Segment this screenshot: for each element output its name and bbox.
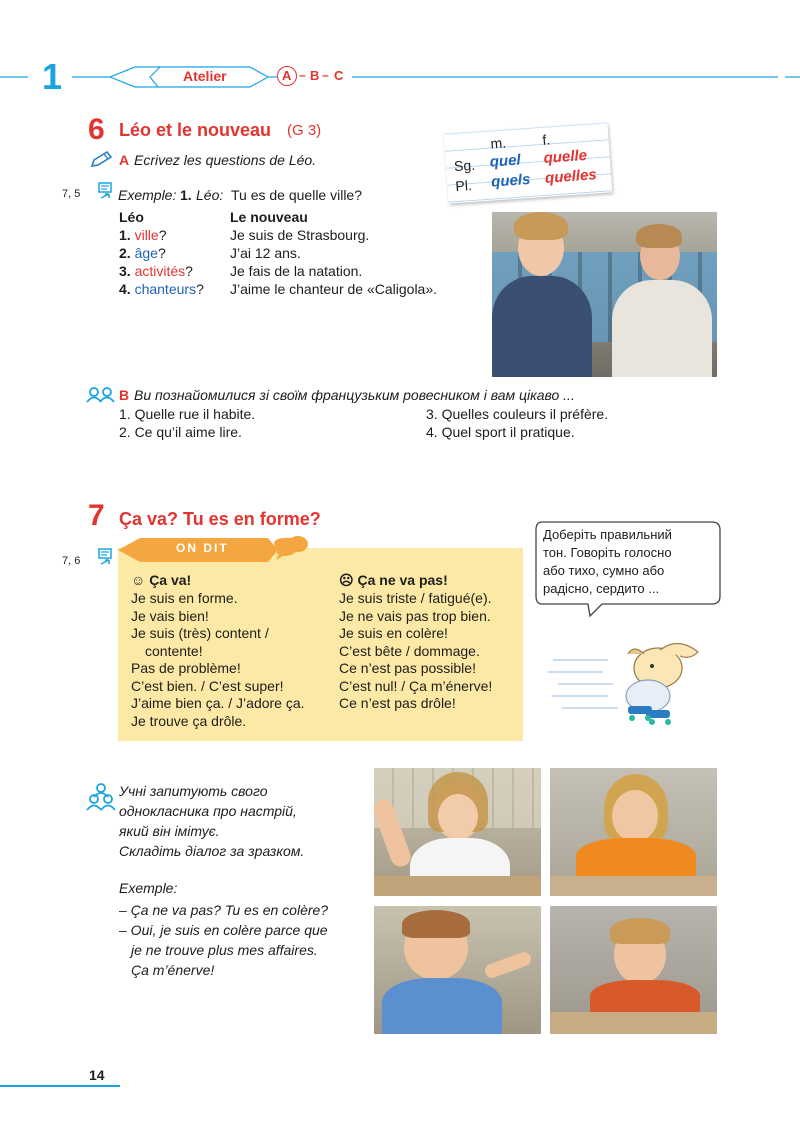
singular-label: Sg. (453, 156, 476, 175)
on-dit-label: ON DIT (176, 541, 229, 555)
question-word: ville (134, 227, 159, 243)
row-number: 2. (119, 245, 131, 261)
instruction-line: Учні запитують свого (119, 783, 268, 799)
instruction-line: Складіть діалог за зразком. (119, 843, 305, 859)
answer-text: J’aime le chanteur de «Caligola». (230, 281, 438, 297)
answer-text: Je fais de la natation. (230, 263, 363, 279)
form-quels: quels (490, 170, 531, 191)
question-word: chanteurs (134, 281, 197, 297)
row-number: 1. (119, 227, 131, 243)
phrase: Je suis triste / fatigué(e). (339, 590, 492, 606)
list-item: 4. Quel sport il pratique. (426, 424, 575, 440)
table-row (119, 227, 167, 243)
question-mark: ? (157, 245, 166, 261)
bad-phrases (339, 590, 492, 713)
photo-two-boys (492, 212, 717, 377)
photo-bored-girl (550, 768, 717, 896)
table-row (119, 245, 166, 261)
grammar-ref: (G 3) (287, 122, 322, 139)
group-work-icon (86, 783, 116, 811)
row-number: 3. (119, 263, 131, 279)
pencil-icon (90, 150, 114, 170)
answer-text: Je suis de Strasbourg. (230, 227, 370, 243)
phrase: Ce n’est pas drôle! (339, 695, 456, 711)
pair-instruction (119, 781, 304, 861)
bubble-line: Доберіть правильний (543, 527, 672, 542)
bubble-text (543, 526, 672, 598)
unit-number: 1 (42, 56, 63, 97)
row-number: 4. (119, 281, 131, 297)
phrase: C’est nul! / Ça m’énerve! (339, 677, 493, 694)
exercise-7-title: Ça va? Tu es en forme? (119, 509, 321, 529)
footer-line (0, 1085, 120, 1087)
bubble-line: тон. Говоріть голосно (543, 545, 672, 560)
bad-header-text: Ça ne va pas! (357, 572, 448, 588)
audio-track-ref: 7, 5 (62, 188, 81, 200)
phrase: J’aime bien ça. / J’adore ça. (131, 695, 305, 711)
mascot-dog-skating (548, 630, 718, 725)
step-c: C (334, 68, 344, 83)
photo-laughing-boy (374, 906, 541, 1034)
audio-icon[interactable] (97, 548, 115, 566)
phrase: Je vais bien! (131, 607, 209, 624)
photo-sleepy-boy (550, 906, 717, 1034)
plural-label: Pl. (454, 176, 473, 195)
part-b-letter: B (119, 387, 130, 403)
part-a-letter: A (119, 152, 130, 168)
form-quelle: quelle (543, 146, 588, 167)
list-item: 3. Quelles couleurs il préfère. (426, 406, 609, 422)
table-row (119, 281, 204, 297)
dialog-line: – Ça ne va pas? Tu es en colère? (119, 902, 329, 918)
header-lines (0, 55, 800, 95)
audio-icon[interactable] (97, 182, 115, 200)
col-header-nouveau: Le nouveau (230, 209, 308, 225)
phrase: C’est bête / dommage. (339, 642, 480, 659)
answer-text: J’ai 12 ans. (230, 245, 301, 261)
part-a-instruction: Ecrivez les questions de Léo. (134, 152, 317, 168)
instruction-line: який він імітує. (119, 823, 220, 839)
question-word: âge (134, 245, 158, 261)
table-row (119, 263, 193, 279)
phrase: Ce n’est pas possible! (339, 660, 476, 676)
phrase: Pas de problème! (131, 660, 241, 676)
phrase: contente! (145, 642, 203, 659)
step-b: B (310, 68, 320, 83)
dialog-line: Ça m’énerve! (131, 962, 215, 978)
phrase: Je suis en colère! (339, 625, 448, 641)
example-speaker: Léo: (196, 187, 224, 203)
form-quel: quel (489, 151, 522, 171)
page-number: 14 (89, 1067, 105, 1083)
bubble-line: радісно, сердито ... (543, 581, 660, 596)
phrase: Je suis (très) content / (131, 625, 269, 641)
pair-work-icon (86, 387, 116, 403)
photo-happy-girl (374, 768, 541, 896)
dialog-line: – Oui, je suis en colère parce que (119, 922, 328, 938)
example-text: Tu es de quelle ville? (231, 187, 363, 203)
exercise-number-6: 6 (88, 113, 105, 146)
question-word: activités (134, 263, 186, 279)
atelier-label: Atelier (183, 68, 227, 84)
question-mark: ? (185, 263, 193, 279)
dialog-example-label: Exemple: (119, 880, 178, 896)
question-mark: ? (158, 227, 167, 243)
exercise-number-7: 7 (88, 499, 105, 532)
step-a: A (282, 68, 292, 83)
phrase: C’est bien. / C’est super! (131, 677, 284, 694)
step-sep-1: – (299, 68, 306, 82)
part-b-instruction: Ви познайомилися зі своїм французьким ровесником і вам цікаво ... (134, 387, 575, 403)
phrase: Je ne vais pas trop bien. (339, 607, 491, 624)
example-label: Exemple: (118, 187, 177, 203)
audio-track-ref: 7, 6 (62, 555, 81, 567)
good-header-text: Ça va! (149, 572, 192, 588)
good-header: ☺ Ça va! (131, 572, 192, 588)
instruction-line: однокласника про настрій, (119, 803, 297, 819)
phrase: Je suis en forme. (131, 590, 238, 606)
bad-header: ☹ Ça ne va pas! (339, 572, 448, 588)
col-header-leo: Léo (119, 209, 144, 225)
list-item: 1. Quelle rue il habite. (119, 406, 256, 422)
example-dialog (119, 900, 328, 980)
grammar-card (444, 122, 612, 203)
form-quelles: quelles (544, 166, 598, 187)
bubble-line: або тихо, сумно або (543, 563, 665, 578)
dialog-line: je ne trouve plus mes affaires. (131, 942, 318, 958)
phrase: Je trouve ça drôle. (131, 712, 247, 729)
masc-label: m. (489, 134, 507, 152)
step-sep-2: – (322, 68, 329, 82)
exercise-6-title: Léo et le nouveau (119, 120, 272, 140)
good-phrases (131, 590, 305, 730)
list-item: 2. Ce qu’il aime lire. (119, 424, 242, 440)
question-mark: ? (196, 281, 204, 297)
fem-label: f. (541, 131, 551, 148)
example-number: 1. (180, 187, 192, 203)
